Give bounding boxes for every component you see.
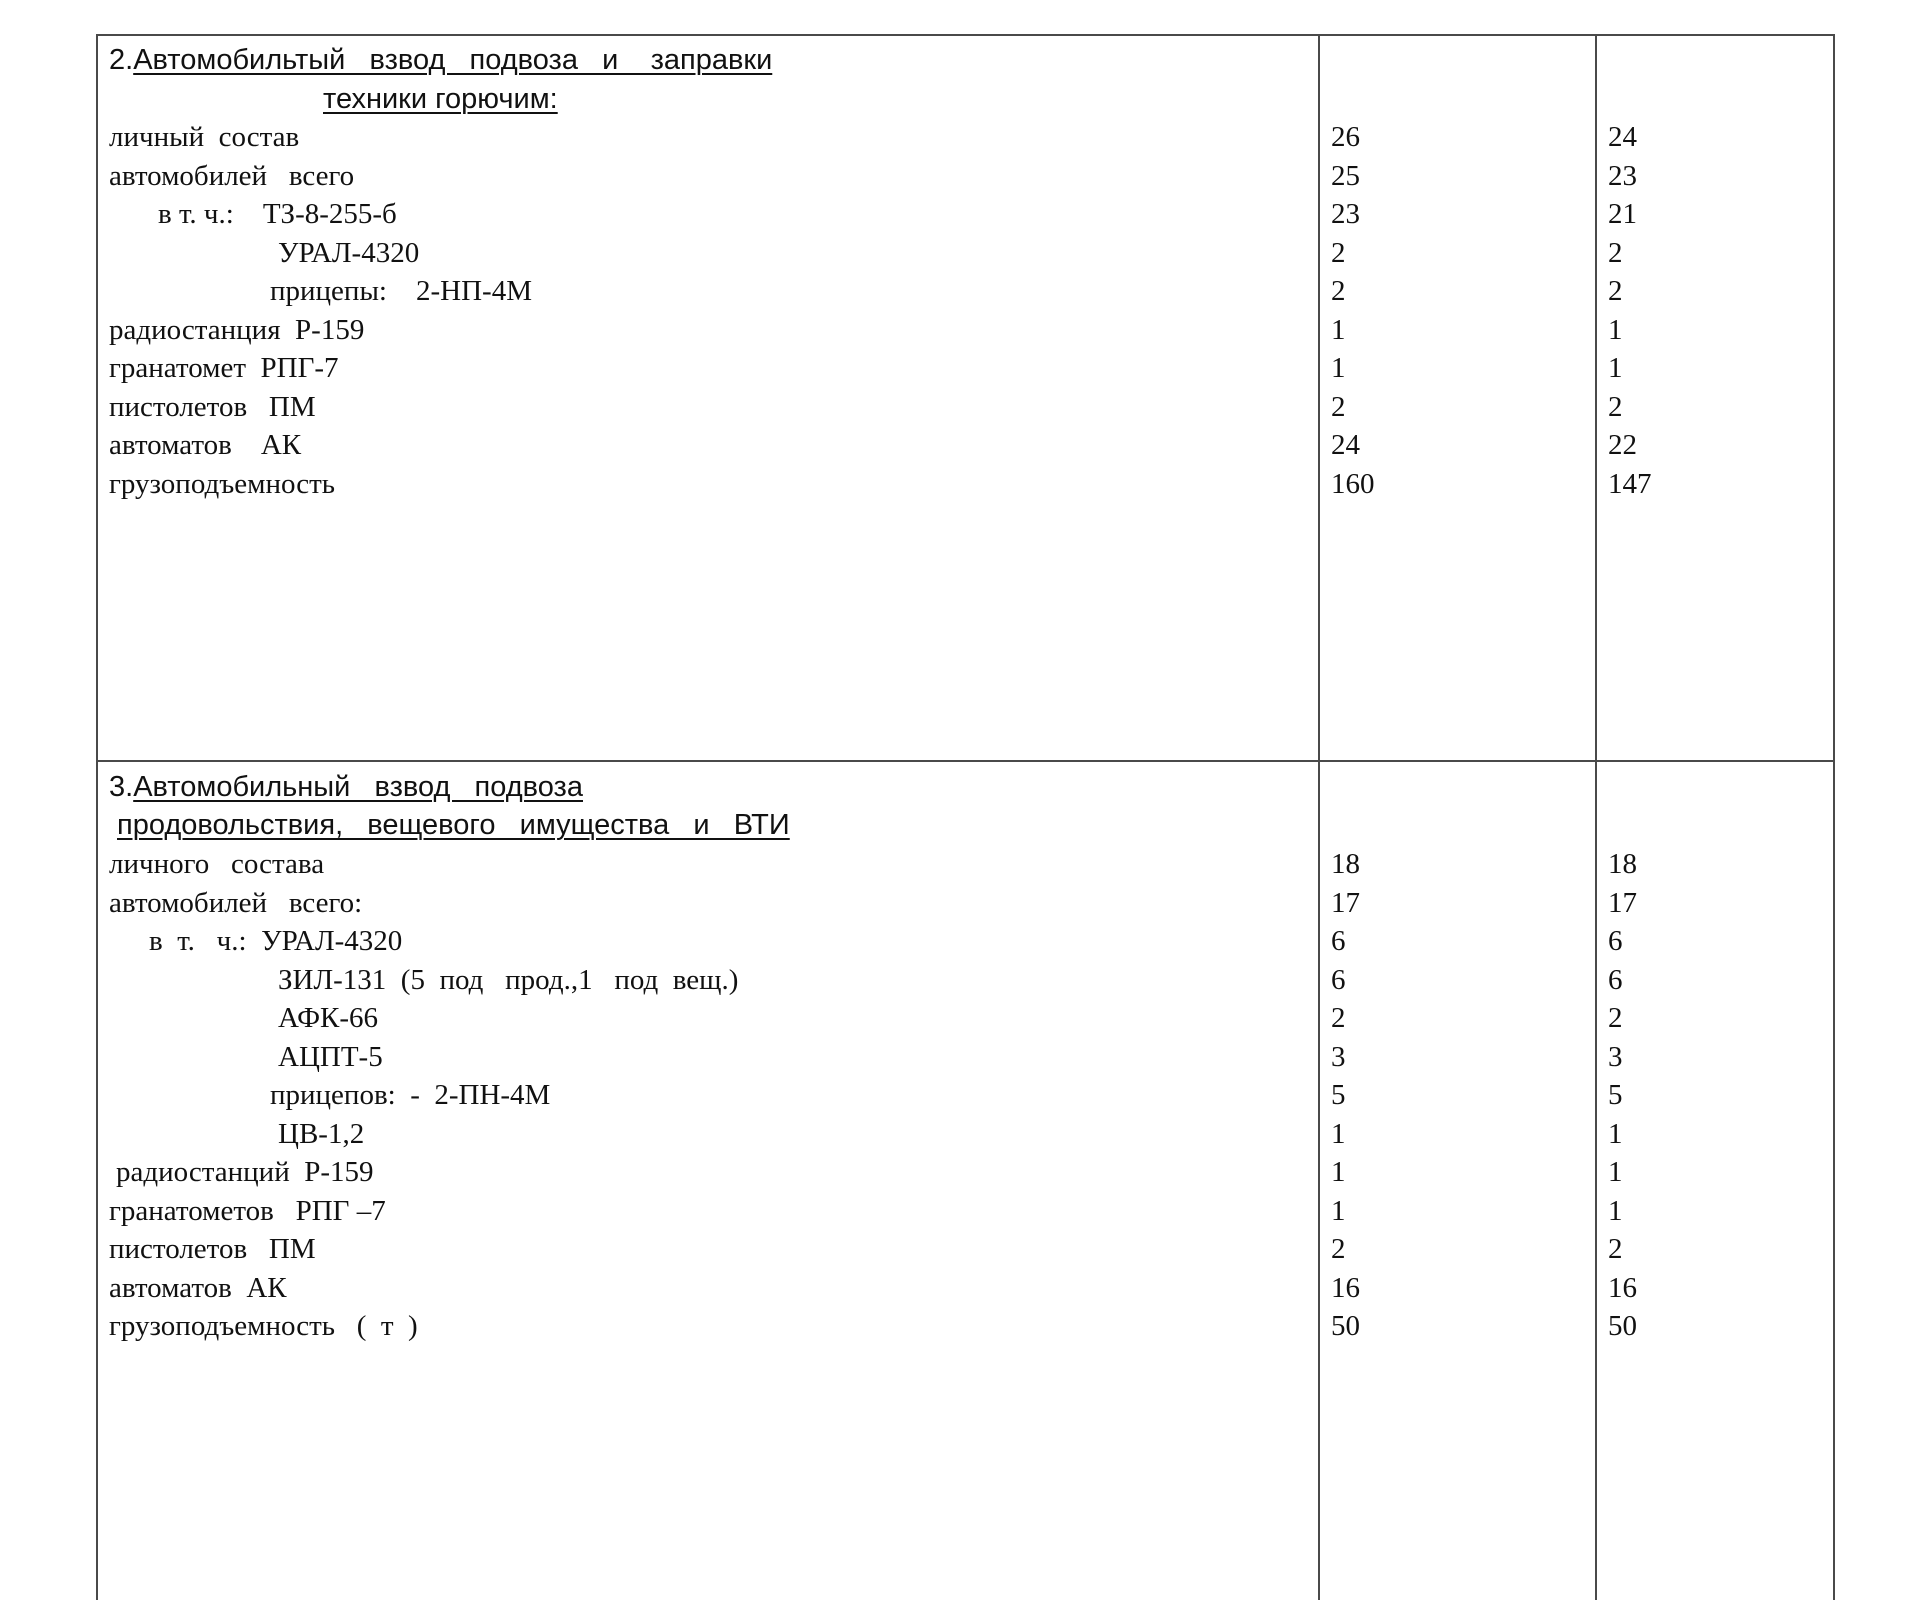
table-border-left	[96, 34, 98, 1600]
section2-row-label: радиостанция Р-159	[109, 314, 365, 346]
section2-row-label: пистолетов ПМ	[109, 391, 316, 423]
section3-title-line1: Автомобильный взвод подвоза	[133, 771, 583, 803]
section3-col2-value: 16	[1608, 1272, 1637, 1304]
section3-row-label: грузоподъемность ( т )	[109, 1310, 418, 1342]
section3-title-line2: продовольствия, вещевого имущества и ВТИ	[117, 809, 790, 841]
section3-row-label: автоматов АК	[109, 1272, 287, 1304]
section3-col1-value: 16	[1331, 1272, 1360, 1304]
section2-col1-value: 1	[1331, 314, 1346, 346]
section2-col2-value: 147	[1608, 468, 1652, 500]
section2-row-label: личный состав	[109, 121, 300, 153]
section2-col1-value: 23	[1331, 198, 1360, 230]
section3-col1-value: 50	[1331, 1310, 1360, 1342]
section2-col1-value: 2	[1331, 391, 1346, 423]
section2-heading-line1	[109, 41, 772, 79]
section3-row-label: АЦПТ-5	[278, 1041, 383, 1073]
section3-col1-value: 2	[1331, 1002, 1346, 1034]
section3-row-label: АФК-66	[278, 1002, 379, 1034]
section2-row-label: в т. ч.: ТЗ-8-255-б	[158, 198, 397, 230]
section2-col1-value: 24	[1331, 429, 1360, 461]
section3-col1-value: 3	[1331, 1041, 1346, 1073]
section2-col1-value: 1	[1331, 352, 1346, 384]
section3-row-label: ЦВ-1,2	[278, 1118, 365, 1150]
section2-row-label: автоматов АК	[109, 429, 302, 461]
section2-col2-value: 2	[1608, 275, 1623, 307]
section3-row-label: автомобилей всего:	[109, 887, 363, 919]
section2-row-label: гранатомет РПГ-7	[109, 352, 339, 384]
section2-col1-value: 2	[1331, 237, 1346, 269]
table-section-divider	[96, 760, 1835, 762]
section3-col1-value: 6	[1331, 925, 1346, 957]
table-column-divider-2	[1595, 34, 1597, 1600]
section2-col1-value: 2	[1331, 275, 1346, 307]
section3-col1-value: 6	[1331, 964, 1346, 996]
section3-col1-value: 17	[1331, 887, 1360, 919]
section3-row-label: личного состава	[109, 848, 325, 880]
section2-col2-value: 2	[1608, 237, 1623, 269]
section3-row-label: ЗИЛ-131 (5 под прод.,1 под вещ.)	[278, 964, 739, 996]
section3-col2-value: 17	[1608, 887, 1637, 919]
section2-col1-value: 25	[1331, 160, 1360, 192]
section3-col1-value: 2	[1331, 1233, 1346, 1265]
section3-row-label: в т. ч.: УРАЛ-4320	[149, 925, 403, 957]
table-border-right	[1833, 34, 1835, 1600]
section2-col2-value: 21	[1608, 198, 1637, 230]
section3-col1-value: 5	[1331, 1079, 1346, 1111]
section3-col2-value: 6	[1608, 964, 1623, 996]
section3-row-label: гранатометов РПГ –7	[109, 1195, 386, 1227]
section3-col2-value: 6	[1608, 925, 1623, 957]
section3-col1-value: 18	[1331, 848, 1360, 880]
section2-col2-value: 1	[1608, 352, 1623, 384]
section2-row-label: прицепы: 2-НП-4М	[270, 275, 532, 307]
section3-col1-value: 1	[1331, 1156, 1346, 1188]
section2-col1-value: 26	[1331, 121, 1360, 153]
section2-row-label: автомобилей всего	[109, 160, 355, 192]
section3-col1-value: 1	[1331, 1195, 1346, 1227]
section3-row-label: пистолетов ПМ	[109, 1233, 316, 1265]
section3-col2-value: 2	[1608, 1002, 1623, 1034]
section2-number: 2.	[109, 44, 134, 76]
section3-col2-value: 1	[1608, 1156, 1623, 1188]
section3-col1-value: 1	[1331, 1118, 1346, 1150]
section3-col2-value: 2	[1608, 1233, 1623, 1265]
section2-col2-value: 24	[1608, 121, 1637, 153]
section2-col2-value: 2	[1608, 391, 1623, 423]
table-column-divider-1	[1318, 34, 1320, 1600]
section2-col1-value: 160	[1331, 468, 1375, 500]
section3-row-label: прицепов: - 2-ПН-4М	[270, 1079, 551, 1111]
section2-col2-value: 22	[1608, 429, 1637, 461]
section2-title-line2: техники горючим:	[323, 83, 558, 115]
section2-row-label: УРАЛ-4320	[278, 237, 420, 269]
section3-heading-line1	[109, 768, 583, 806]
section3-col2-value: 50	[1608, 1310, 1637, 1342]
section2-row-label: грузоподъемность	[109, 468, 335, 500]
section2-col2-value: 23	[1608, 160, 1637, 192]
section3-col2-value: 18	[1608, 848, 1637, 880]
section2-col2-value: 1	[1608, 314, 1623, 346]
section3-col2-value: 1	[1608, 1118, 1623, 1150]
section3-number: 3.	[109, 771, 134, 803]
section3-row-label: радиостанций Р-159	[116, 1156, 374, 1188]
section3-col2-value: 5	[1608, 1079, 1623, 1111]
section3-col2-value: 1	[1608, 1195, 1623, 1227]
section2-title-line1: Автомобильтый взвод подвоза и заправки	[133, 44, 773, 76]
table-border-top	[96, 34, 1835, 36]
section3-col2-value: 3	[1608, 1041, 1623, 1073]
